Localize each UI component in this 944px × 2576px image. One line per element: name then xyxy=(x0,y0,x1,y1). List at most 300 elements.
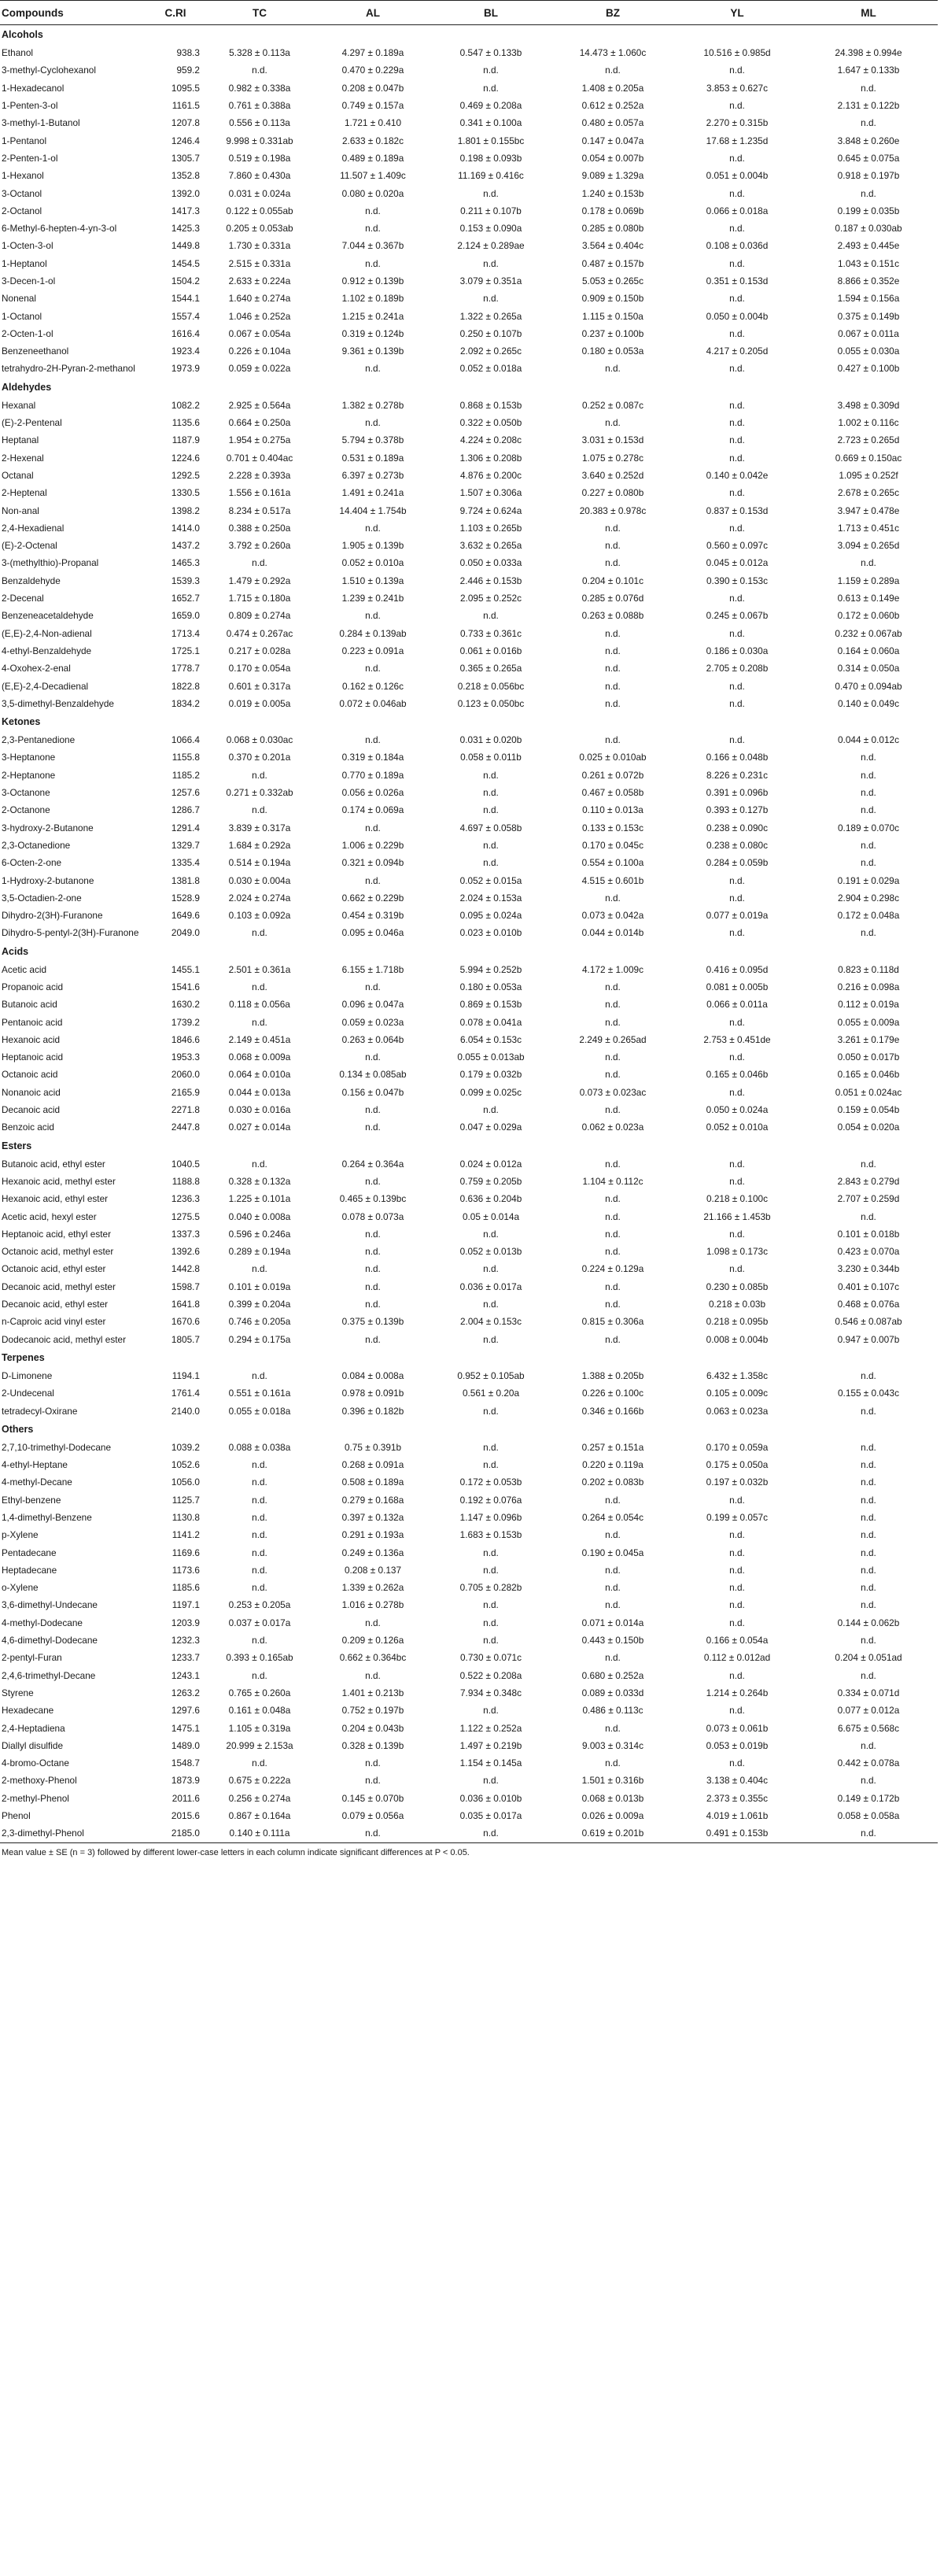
value-cell: 0.765 ± 0.260a xyxy=(228,1687,291,1698)
value-cell: 0.118 ± 0.056a xyxy=(229,999,290,1011)
value-cell: n.d. xyxy=(605,1529,621,1541)
table-row xyxy=(0,1456,938,1473)
value-cell: 5.994 ± 0.252b xyxy=(459,963,522,975)
value-cell: n.d. xyxy=(483,804,499,816)
value-cell: 2.493 ± 0.445e xyxy=(837,240,900,252)
value-cell: 0.869 ± 0.153b xyxy=(459,999,522,1011)
value-cell: 0.733 ± 0.361c xyxy=(460,627,522,639)
table-row xyxy=(0,1491,938,1509)
value-cell: 0.050 ± 0.004b xyxy=(706,310,769,322)
compound-name: Decanoic acid xyxy=(2,1104,61,1116)
value-cell: n.d. xyxy=(252,1263,267,1275)
value-cell: 0.052 ± 0.010a xyxy=(341,557,404,569)
value-cell: 0.322 ± 0.050b xyxy=(459,417,522,429)
value-cell: 0.191 ± 0.029a xyxy=(837,874,900,886)
value-cell: 0.008 ± 0.004b xyxy=(706,1333,769,1345)
value-cell: 2.501 ± 0.361a xyxy=(228,963,291,975)
value-cell: 0.052 ± 0.013b xyxy=(459,1246,522,1258)
retention-index: 1275.5 xyxy=(171,1210,200,1222)
value-cell: 0.081 ± 0.005b xyxy=(706,981,769,992)
value-cell: 0.024 ± 0.012a xyxy=(459,1158,522,1170)
value-cell: 0.099 ± 0.025c xyxy=(460,1086,522,1098)
value-cell: n.d. xyxy=(861,1405,876,1417)
value-cell: 2.228 ± 0.393a xyxy=(228,469,291,481)
compound-name: (E)-2-Octenal xyxy=(2,540,57,552)
retention-index: 1207.8 xyxy=(171,117,200,129)
value-cell: 0.675 ± 0.222a xyxy=(228,1775,291,1787)
retention-index: 2015.6 xyxy=(171,1810,200,1822)
value-cell: n.d. xyxy=(605,522,621,534)
value-cell: n.d. xyxy=(729,1582,745,1594)
value-cell: 0.172 ± 0.053b xyxy=(459,1476,522,1488)
retention-index: 1161.5 xyxy=(171,100,200,112)
value-cell: 0.072 ± 0.046ab xyxy=(339,697,407,709)
value-cell: 0.051 ± 0.004b xyxy=(706,170,769,182)
value-cell: n.d. xyxy=(252,1158,267,1170)
value-cell: n.d. xyxy=(365,822,381,833)
compound-name: Decanoic acid, ethyl ester xyxy=(2,1299,109,1310)
value-cell: 21.166 ± 1.453b xyxy=(703,1210,771,1222)
value-cell: 0.036 ± 0.010b xyxy=(459,1792,522,1804)
value-cell: n.d. xyxy=(729,1705,745,1717)
value-cell: 0.045 ± 0.012a xyxy=(706,557,769,569)
value-cell: 4.217 ± 0.205d xyxy=(706,346,769,357)
compound-name: Diallyl disulfide xyxy=(2,1739,64,1751)
value-cell: 1.339 ± 0.262a xyxy=(341,1582,404,1594)
value-cell: 2.753 ± 0.451de xyxy=(703,1033,771,1045)
value-cell: 0.054 ± 0.007b xyxy=(581,152,644,164)
retention-index: 1778.7 xyxy=(171,663,200,674)
value-cell: 0.140 ± 0.049c xyxy=(838,697,899,709)
value-cell: 0.346 ± 0.166b xyxy=(581,1405,644,1417)
table-row xyxy=(0,1367,938,1384)
value-cell: n.d. xyxy=(729,1564,745,1576)
value-cell: 0.105 ± 0.009c xyxy=(706,1388,768,1399)
value-cell: 0.055 ± 0.009a xyxy=(837,1016,900,1028)
compound-name: 1-Octen-3-ol xyxy=(2,240,53,252)
value-cell: n.d. xyxy=(729,65,745,76)
compound-name: 2-Undecenal xyxy=(2,1388,54,1399)
table-row xyxy=(0,1614,938,1632)
retention-index: 1141.2 xyxy=(171,1529,200,1541)
value-cell: 0.145 ± 0.070b xyxy=(341,1792,404,1804)
table-row xyxy=(0,871,938,889)
table-row xyxy=(0,202,938,220)
compound-name: 4-ethyl-Heptane xyxy=(2,1459,68,1471)
value-cell: 0.443 ± 0.150b xyxy=(581,1635,644,1646)
compound-name: 2,3-Octanedione xyxy=(2,839,71,851)
value-cell: 0.468 ± 0.076a xyxy=(837,1299,900,1310)
value-cell: 0.189 ± 0.070c xyxy=(838,822,899,833)
value-cell: 0.918 ± 0.197b xyxy=(837,170,900,182)
value-cell: 2.131 ± 0.122b xyxy=(837,100,900,112)
value-cell: 0.612 ± 0.252a xyxy=(581,100,644,112)
retention-index: 1040.5 xyxy=(171,1158,200,1170)
value-cell: n.d. xyxy=(483,1775,499,1787)
value-cell: 0.261 ± 0.072b xyxy=(581,769,644,781)
value-cell: 0.319 ± 0.184a xyxy=(341,752,404,763)
value-cell: n.d. xyxy=(365,522,381,534)
value-cell: 0.669 ± 0.150ac xyxy=(835,452,902,464)
value-cell: n.d. xyxy=(605,1652,621,1664)
category-row xyxy=(0,1136,938,1155)
column-header: Compounds xyxy=(0,1,146,25)
value-cell: 0.761 ± 0.388a xyxy=(228,100,291,112)
value-cell: 24.398 ± 0.994e xyxy=(835,47,902,59)
retention-index: 1187.9 xyxy=(171,434,200,446)
compound-name: Hexadecane xyxy=(2,1705,54,1717)
compound-name: Hexanoic acid xyxy=(2,1033,61,1045)
value-cell: 0.662 ± 0.229b xyxy=(341,892,404,904)
compound-name: 2-pentyl-Furan xyxy=(2,1652,62,1664)
table-row xyxy=(0,1702,938,1719)
column-header: BZ xyxy=(551,1,675,25)
value-cell: 3.632 ± 0.265a xyxy=(459,540,522,552)
value-cell: 0.089 ± 0.033d xyxy=(581,1687,644,1698)
compound-name: Ethyl-benzene xyxy=(2,1494,61,1506)
retention-index: 1953.3 xyxy=(171,1051,200,1063)
value-cell: 8.226 ± 0.231c xyxy=(706,769,768,781)
value-cell: n.d. xyxy=(861,1441,876,1453)
retention-index: 1197.1 xyxy=(171,1599,200,1611)
value-cell: 0.050 ± 0.017b xyxy=(837,1051,900,1063)
table-row xyxy=(0,1579,938,1596)
value-cell: n.d. xyxy=(861,752,876,763)
value-cell: n.d. xyxy=(861,769,876,781)
value-cell: 0.619 ± 0.201b xyxy=(551,1824,675,1842)
value-cell: 0.837 ± 0.153d xyxy=(706,504,769,516)
value-cell: n.d. xyxy=(483,787,499,799)
retention-index: 1659.0 xyxy=(171,610,200,622)
value-cell: 0.190 ± 0.045a xyxy=(581,1547,644,1558)
compound-name: Octanoic acid, ethyl ester xyxy=(2,1263,106,1275)
value-cell: n.d. xyxy=(861,1210,876,1222)
value-cell: n.d. xyxy=(252,557,267,569)
value-cell: 4.297 ± 0.189a xyxy=(341,47,404,59)
table-row xyxy=(0,1118,938,1136)
value-cell: 3.498 ± 0.309d xyxy=(837,399,900,411)
value-cell: n.d. xyxy=(483,1333,499,1345)
table-row xyxy=(0,695,938,712)
value-cell: 0.285 ± 0.080b xyxy=(581,223,644,235)
category-label: Others xyxy=(2,1423,34,1435)
value-cell: 0.224 ± 0.129a xyxy=(581,1263,644,1275)
table-row xyxy=(0,748,938,766)
value-cell: 0.066 ± 0.018a xyxy=(706,205,769,216)
value-cell: 14.473 ± 1.060c xyxy=(579,47,647,59)
value-cell: 1.016 ± 0.278b xyxy=(341,1599,404,1611)
value-cell: 2.270 ± 0.315b xyxy=(706,117,769,129)
retention-index: 1305.7 xyxy=(171,152,200,164)
value-cell: 0.486 ± 0.113c xyxy=(582,1705,643,1717)
value-cell: n.d. xyxy=(605,1228,621,1240)
value-cell: n.d. xyxy=(605,680,621,692)
value-cell: 0.192 ± 0.076a xyxy=(459,1494,522,1506)
value-cell: n.d. xyxy=(729,327,745,339)
value-cell: 0.253 ± 0.205a xyxy=(228,1599,291,1611)
value-cell: 0.294 ± 0.175a xyxy=(228,1333,291,1345)
value-cell: n.d. xyxy=(365,1104,381,1116)
table-row xyxy=(0,837,938,854)
compound-name: 2,4,6-trimethyl-Decane xyxy=(2,1669,96,1681)
compound-name: Acetic acid, hexyl ester xyxy=(2,1210,97,1222)
value-cell: 0.170 ± 0.045c xyxy=(582,839,643,851)
retention-index: 1155.8 xyxy=(171,752,200,763)
value-cell: n.d. xyxy=(729,1599,745,1611)
value-cell: 0.245 ± 0.067b xyxy=(706,610,769,622)
retention-index: 1292.5 xyxy=(171,469,200,481)
value-cell: n.d. xyxy=(729,417,745,429)
value-cell: 0.058 ± 0.011b xyxy=(460,752,522,763)
value-cell: 2.124 ± 0.289ae xyxy=(457,240,525,252)
table-row xyxy=(0,237,938,254)
value-cell: 0.064 ± 0.010a xyxy=(228,1069,291,1081)
value-cell: 0.052 ± 0.015a xyxy=(459,874,522,886)
retention-index: 1539.3 xyxy=(171,575,200,586)
value-cell: n.d. xyxy=(729,257,745,269)
value-cell: n.d. xyxy=(729,697,745,709)
value-cell: n.d. xyxy=(861,82,876,94)
value-cell: 0.232 ± 0.067ab xyxy=(835,627,902,639)
value-cell: n.d. xyxy=(365,257,381,269)
value-cell: 0.480 ± 0.057a xyxy=(581,117,644,129)
value-cell: 1.102 ± 0.189b xyxy=(341,293,404,305)
table-row xyxy=(0,1084,938,1101)
value-cell: n.d. xyxy=(605,1494,621,1506)
value-cell: 3.839 ± 0.317a xyxy=(228,822,291,833)
retention-index: 1398.2 xyxy=(171,504,200,516)
retention-index: 1442.8 xyxy=(171,1263,200,1275)
value-cell: 1.147 ± 0.096b xyxy=(459,1512,522,1523)
value-cell: 0.227 ± 0.080b xyxy=(581,487,644,499)
value-cell: 0.465 ± 0.139bc xyxy=(339,1193,407,1205)
table-row xyxy=(0,889,938,907)
value-cell: 4.019 ± 1.061b xyxy=(706,1810,769,1822)
table-row xyxy=(0,360,938,377)
value-cell: n.d. xyxy=(861,1459,876,1471)
value-cell: 2.707 ± 0.259d xyxy=(837,1193,900,1205)
value-cell: 0.291 ± 0.193a xyxy=(341,1529,404,1541)
value-cell: 0.216 ± 0.098a xyxy=(837,981,900,992)
value-cell: 3.261 ± 0.179e xyxy=(837,1033,900,1045)
value-cell: 6.675 ± 0.568c xyxy=(838,1722,899,1734)
value-cell: 0.187 ± 0.030ab xyxy=(835,223,902,235)
table-row xyxy=(0,907,938,924)
value-cell: 0.027 ± 0.014a xyxy=(228,1122,291,1133)
value-cell: 1.104 ± 0.112c xyxy=(582,1175,643,1187)
compound-name: Styrene xyxy=(2,1687,34,1698)
value-cell: 0.249 ± 0.136a xyxy=(341,1547,404,1558)
value-cell: 0.613 ± 0.149e xyxy=(837,593,900,604)
value-cell: n.d. xyxy=(365,663,381,674)
table-row xyxy=(0,342,938,360)
value-cell: 1.501 ± 0.316b xyxy=(581,1775,644,1787)
value-cell: 1.497 ± 0.219b xyxy=(459,1739,522,1751)
table-row xyxy=(0,1667,938,1684)
value-cell: 0.144 ± 0.062b xyxy=(837,1617,900,1628)
value-cell: 0.454 ± 0.319b xyxy=(341,910,404,922)
value-cell: 0.390 ± 0.153c xyxy=(706,575,768,586)
value-cell: 0.056 ± 0.026a xyxy=(341,787,404,799)
table-row xyxy=(0,150,938,167)
value-cell: n.d. xyxy=(861,1369,876,1381)
value-cell: 1.239 ± 0.241b xyxy=(341,593,404,604)
value-cell: 0.319 ± 0.124b xyxy=(341,327,404,339)
value-cell: 1.479 ± 0.292a xyxy=(228,575,291,586)
value-cell: 0.147 ± 0.047a xyxy=(581,135,644,146)
value-cell: 2.373 ± 0.355c xyxy=(706,1792,768,1804)
value-cell: 20.999 ± 2.153a xyxy=(226,1739,293,1751)
value-cell: 0.180 ± 0.053a xyxy=(459,981,522,992)
value-cell: 1.556 ± 0.161a xyxy=(228,487,291,499)
table-row xyxy=(0,572,938,589)
value-cell: 0.365 ± 0.265a xyxy=(459,663,522,674)
value-cell: 0.662 ± 0.364bc xyxy=(339,1652,407,1664)
value-cell: n.d. xyxy=(365,1757,381,1769)
value-cell: n.d. xyxy=(605,1104,621,1116)
value-cell: 0.351 ± 0.153d xyxy=(706,275,769,286)
table-row xyxy=(0,431,938,449)
value-cell: 0.066 ± 0.011a xyxy=(706,999,768,1011)
value-cell: 0.202 ± 0.083b xyxy=(581,1476,644,1488)
value-cell: n.d. xyxy=(252,1547,267,1558)
value-cell: 0.947 ± 0.007b xyxy=(837,1333,900,1345)
value-cell: 0.140 ± 0.042e xyxy=(706,469,769,481)
value-cell: 0.815 ± 0.306a xyxy=(581,1316,644,1328)
compound-name: 4-methyl-Dodecane xyxy=(2,1617,83,1628)
value-cell: n.d. xyxy=(252,1459,267,1471)
table-row xyxy=(0,1824,938,1842)
retention-index: 1739.2 xyxy=(171,1016,200,1028)
value-cell: 0.547 ± 0.133b xyxy=(459,47,522,59)
value-cell: n.d. xyxy=(431,1824,551,1842)
retention-index: 2447.8 xyxy=(171,1122,200,1133)
value-cell: 3.138 ± 0.404c xyxy=(706,1775,768,1787)
value-cell: 0.341 ± 0.100a xyxy=(459,117,522,129)
value-cell: 1.098 ± 0.173c xyxy=(706,1246,768,1258)
table-row xyxy=(0,1207,938,1225)
value-cell: 3.947 ± 0.478e xyxy=(837,504,900,516)
value-cell: 0.078 ± 0.073a xyxy=(341,1210,404,1222)
compound-name: tetradecyl-Oxirane xyxy=(2,1405,78,1417)
value-cell: 0.051 ± 0.024ac xyxy=(835,1086,902,1098)
value-cell: 0.226 ± 0.104a xyxy=(228,346,291,357)
value-cell: n.d. xyxy=(861,1775,876,1787)
compound-name: p-Xylene xyxy=(2,1529,39,1541)
value-cell: 2.024 ± 0.274a xyxy=(228,892,291,904)
compound-name: 4-Oxohex-2-enal xyxy=(2,663,71,674)
retention-index: 1973.9 xyxy=(171,363,200,375)
value-cell: n.d. xyxy=(729,1263,745,1275)
value-cell: 0.088 ± 0.038a xyxy=(228,1441,291,1453)
value-cell: 0.284 ± 0.059b xyxy=(706,857,769,869)
value-cell: n.d. xyxy=(729,1228,745,1240)
value-cell: 11.507 ± 1.409c xyxy=(340,170,406,182)
retention-index: 1095.5 xyxy=(171,82,200,94)
value-cell: 1.401 ± 0.213b xyxy=(341,1687,404,1698)
table-row xyxy=(0,1807,938,1824)
value-cell: n.d. xyxy=(365,1669,381,1681)
value-cell: n.d. xyxy=(729,399,745,411)
value-cell: 0.531 ± 0.189a xyxy=(341,452,404,464)
value-cell: 0.220 ± 0.119a xyxy=(582,1459,643,1471)
value-cell: n.d. xyxy=(729,223,745,235)
value-cell: n.d. xyxy=(605,892,621,904)
table-row xyxy=(0,1526,938,1543)
compound-name: Hexanal xyxy=(2,399,36,411)
value-cell: n.d. xyxy=(861,804,876,816)
value-cell: n.d. xyxy=(252,769,267,781)
value-cell: 2.149 ± 0.451a xyxy=(228,1033,291,1045)
value-cell: n.d. xyxy=(729,1086,745,1098)
compound-name: (E,E)-2,4-Non-adienal xyxy=(2,627,92,639)
value-cell: n.d. xyxy=(605,1158,621,1170)
table-row xyxy=(0,1101,938,1118)
value-cell: n.d. xyxy=(861,557,876,569)
value-cell: 0.218 ± 0.095b xyxy=(706,1316,769,1328)
value-cell: 0.218 ± 0.100c xyxy=(706,1193,768,1205)
value-cell: 0.375 ± 0.139b xyxy=(341,1316,404,1328)
value-cell: 3.792 ± 0.260a xyxy=(228,540,291,552)
compound-name: Benzaldehyde xyxy=(2,575,61,586)
value-cell: 6.432 ± 1.358c xyxy=(706,1369,768,1381)
value-cell: n.d. xyxy=(483,1705,499,1717)
retention-index: 1649.6 xyxy=(171,910,200,922)
retention-index: 1489.0 xyxy=(171,1739,200,1751)
value-cell: 0.522 ± 0.208a xyxy=(459,1669,522,1681)
retention-index: 1082.2 xyxy=(171,399,200,411)
retention-index: 1052.6 xyxy=(171,1459,200,1471)
table-row xyxy=(0,660,938,677)
table-row xyxy=(0,414,938,431)
retention-index: 1039.2 xyxy=(171,1441,200,1453)
category-label: Alcohols xyxy=(2,29,43,40)
value-cell: n.d. xyxy=(729,187,745,199)
table-row xyxy=(0,501,938,519)
compound-name: 2-Penten-1-ol xyxy=(2,152,58,164)
value-cell: 0.112 ± 0.012ad xyxy=(703,1652,771,1664)
table-row xyxy=(0,1313,938,1330)
value-cell: 1.730 ± 0.331a xyxy=(228,240,291,252)
value-cell: n.d. xyxy=(861,1599,876,1611)
compound-name: Heptanal xyxy=(2,434,39,446)
compound-name: 3-hydroxy-2-Butanone xyxy=(2,822,94,833)
table-row xyxy=(0,1473,938,1491)
value-cell: n.d. xyxy=(729,627,745,639)
value-cell: 0.264 ± 0.364a xyxy=(341,1158,404,1170)
value-cell: 0.040 ± 0.008a xyxy=(228,1210,291,1222)
table-row xyxy=(0,996,938,1013)
value-cell: n.d. xyxy=(729,1175,745,1187)
compound-name: Non-anal xyxy=(2,504,39,516)
value-cell: 8.866 ± 0.352e xyxy=(837,275,900,286)
value-cell: 5.794 ± 0.378b xyxy=(341,434,404,446)
value-cell: 0.205 ± 0.053ab xyxy=(226,223,293,235)
retention-index: 1641.8 xyxy=(171,1299,200,1310)
value-cell: n.d. xyxy=(605,1069,621,1081)
retention-index: 1125.7 xyxy=(171,1494,200,1506)
value-cell: n.d. xyxy=(605,65,621,76)
compound-name: Heptanoic acid xyxy=(2,1051,64,1063)
value-cell: 0.050 ± 0.033a xyxy=(459,557,522,569)
compound-name: 4-bromo-Octane xyxy=(2,1757,69,1769)
table-row xyxy=(0,397,938,414)
retention-index: 1455.1 xyxy=(171,963,200,975)
compound-name: tetrahydro-2H-Pyran-2-methanol xyxy=(2,363,135,375)
table-row xyxy=(0,1225,938,1243)
value-cell: 1.510 ± 0.139a xyxy=(341,575,404,586)
value-cell: 2.515 ± 0.331a xyxy=(228,257,291,269)
